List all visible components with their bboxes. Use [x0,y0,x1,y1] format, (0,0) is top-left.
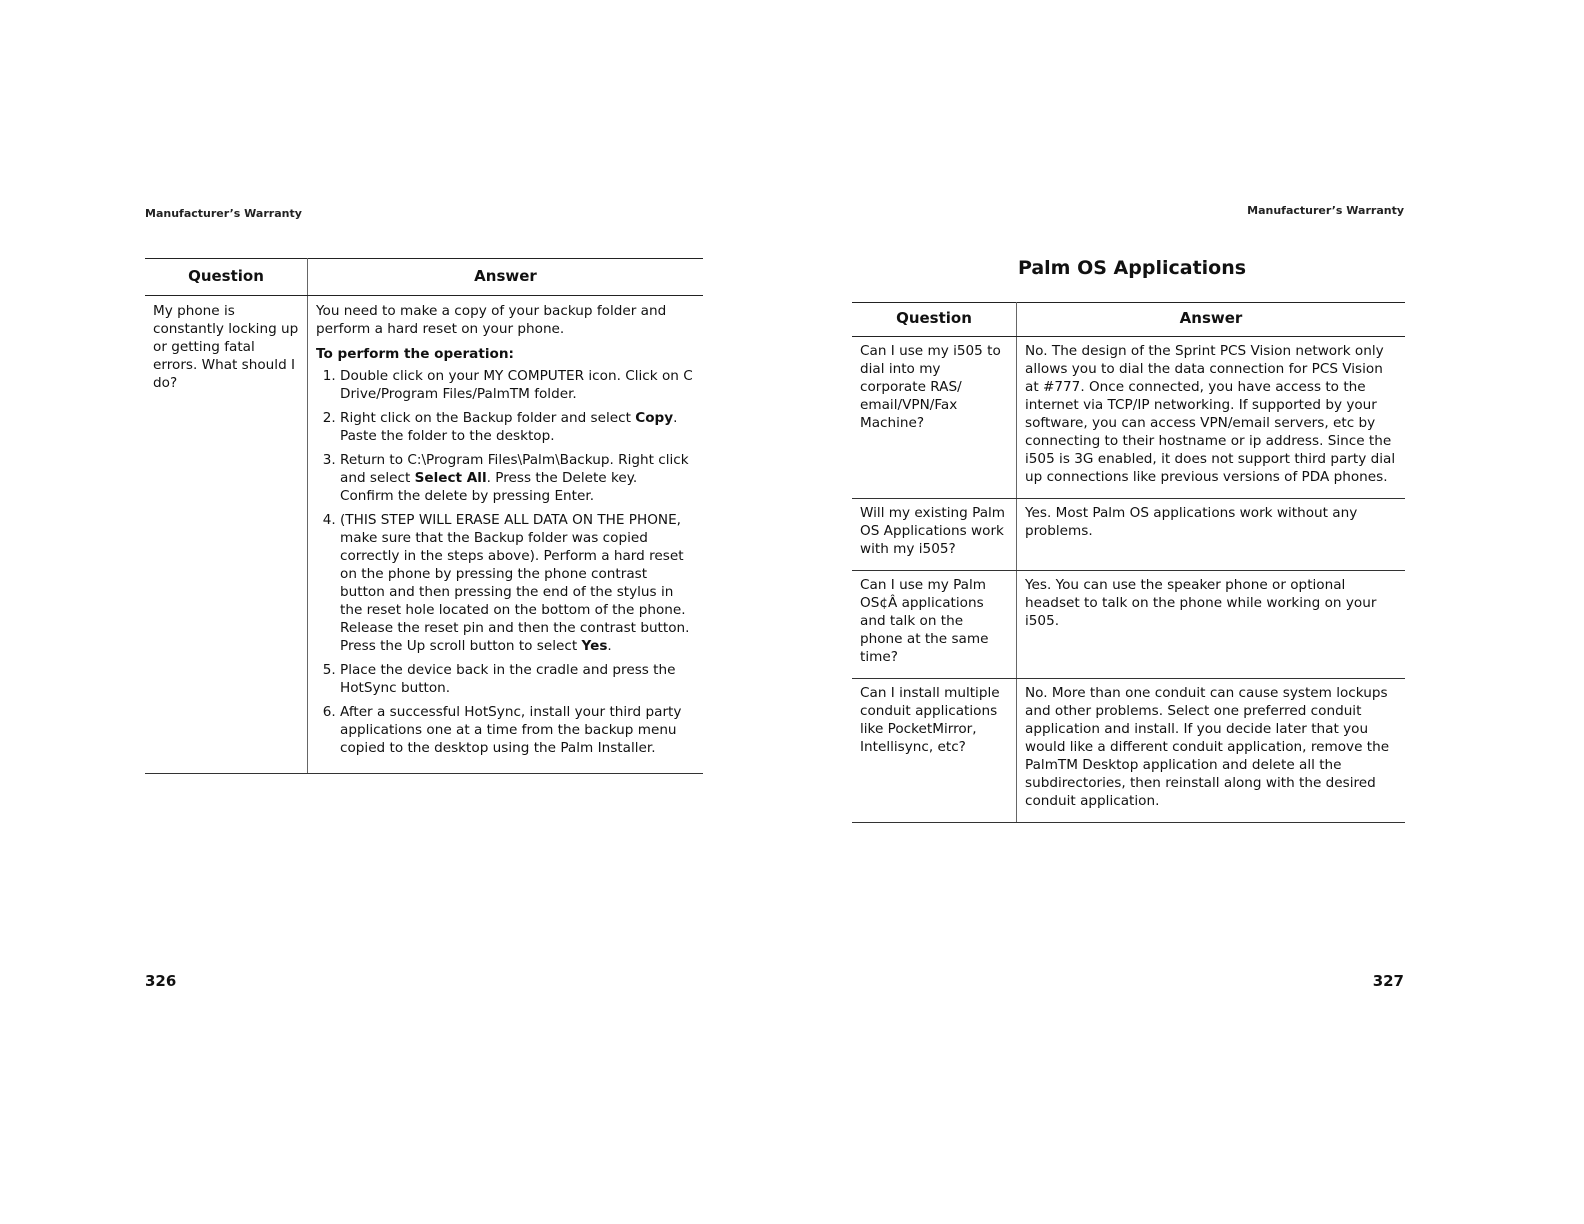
question-cell: Will my existing Palm OS Applications work with my i505? [852,499,1017,571]
step-4-text-end: . [607,638,612,654]
section-title: Palm OS Applications [1017,257,1247,279]
answer-intro: You need to make a copy of your backup folder and perform a hard reset on your phone. [316,303,667,337]
step-3-text: Return to C:\Program Files\Palm\Backup. Right click and select [340,452,689,486]
step-4-text: (THIS STEP WILL ERASE ALL DATA ON THE PHONE, make sure that the Backup folder was copied correctly in the steps above). Perform a hard reset on the phone by pressing the phone contrast button and then pressing the end of the stylus in the reset hole located on the bottom of the phone. Release the reset pin and then the contrast button. Press the Up scroll button to select [340,512,690,654]
table-row [852,337,1405,499]
step-4-bold: Yes [581,638,608,654]
step-1: 1. Double click on your MY COMPUTER icon. Click on C Drive/Program Files/PalmTM folder. [340,367,695,403]
step-6: 6. After a successful HotSync, install your third party applications one at a time from the backup menu copied to the desktop using the Palm Installer. [340,703,695,757]
question-cell: Can I use my Palm OS¢Â applications and talk on the phone at the same time? [852,571,1017,679]
question-cell: My phone is constantly locking up or getting fatal errors. What should I do? [145,296,308,774]
answer-cell: Yes. Most Palm OS applications work without any problems. [1017,499,1406,571]
step-3-bold: Select All [414,470,487,486]
step-2-text: Right click on the Backup folder and select [340,410,636,426]
left-table-header-row [145,259,703,296]
table-row [145,296,703,774]
left-page-number: 326 [145,972,177,990]
step-2-bold: Copy [635,410,674,426]
answer-cell: No. The design of the Sprint PCS Vision network only allows you to dial the data connection for PCS Vision at #777. Once connected, you have access to the internet via TCP/IP networking. If supported by your software, you can access VPN/email servers, etc by connecting to their hostname or ip address. Since the i505 is 3G enabled, it does not support third party dial up connections like previous versions of PDA phones. [1017,337,1406,499]
right-table-header-row [852,303,1405,337]
procedure-title: To perform the operation: [316,346,514,362]
right-running-header: Manufacturer’s Warranty [1247,204,1404,217]
left-col-question-header: Question [145,259,308,296]
question-cell: Can I install multiple conduit applications like PocketMirror, Intellisync, etc? [852,679,1017,823]
step-2-text-end: . Paste the folder to the desktop. [340,410,678,444]
question-cell: Can I use my i505 to dial into my corporate RAS/ email/VPN/Fax Machine? [852,337,1017,499]
answer-cell [308,296,704,774]
right-col-answer-header: Answer [1017,303,1406,337]
step-3-text-end: . Press the Delete key. Confirm the delete by pressing Enter. [340,470,638,504]
step-3 [340,451,695,505]
left-faq-table [145,258,703,774]
left-col-answer-header: Answer [308,259,704,296]
left-running-header: Manufacturer’s Warranty [145,207,302,220]
answer-cell: No. More than one conduit can cause system lockups and other problems. Select one preferred conduit application and install. If you decide later that you would like a different conduit application, remove the PalmTM Desktop application and delete all the subdirectories, then reinstall along with the desired conduit application. [1017,679,1406,823]
answer-cell: Yes. You can use the speaker phone or optional headset to talk on the phone while working on your i505. [1017,571,1406,679]
right-faq-table [852,302,1405,823]
table-row [852,499,1405,571]
table-row [852,571,1405,679]
right-col-question-header: Question [852,303,1017,337]
right-page-number: 327 [1372,972,1404,990]
step-5: 5. Place the device back in the cradle and press the HotSync button. [340,661,695,697]
procedure-steps [316,367,695,757]
step-2 [340,409,695,445]
step-4 [340,511,695,655]
table-row [852,679,1405,823]
